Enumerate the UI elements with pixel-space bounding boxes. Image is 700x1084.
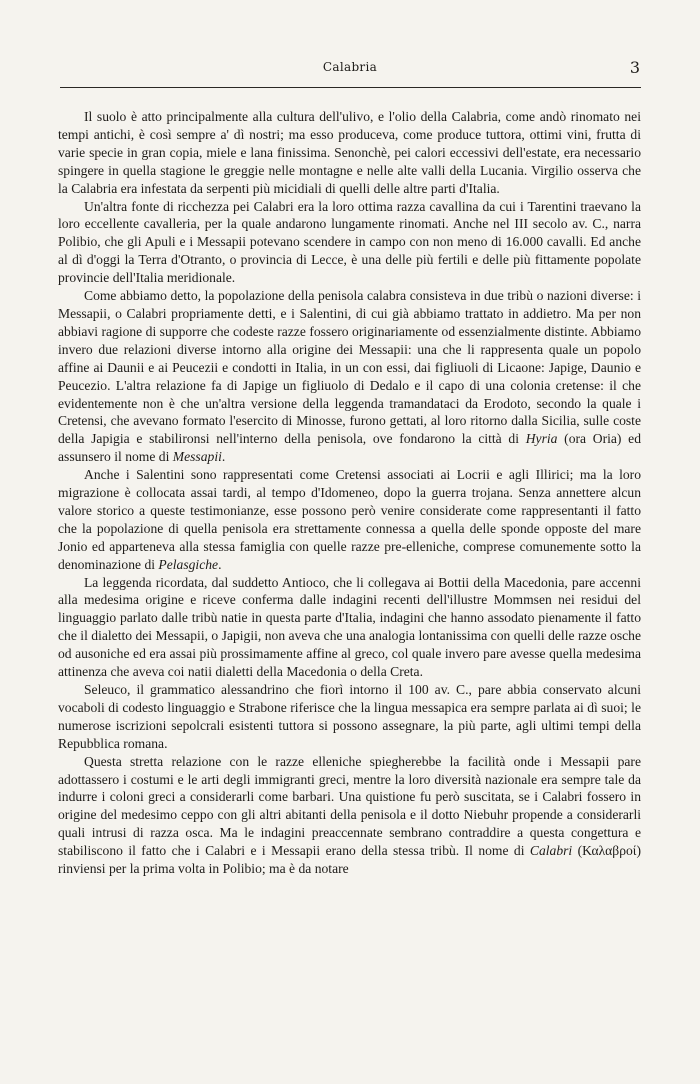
paragraph xyxy=(58,681,641,753)
text-run: Questa stretta relazione con le razze elleniche spiegherebbe la facilità onde i Messapii pare adottassero i costumi e le arti degli immigranti greci, mentre la loro diversità nazionale era sempre tale da indurre i coloni greci a considerarli come barbari. Una quistione fu però suscitata, se i Calabri fossero in origine del medesimo ceppo con gli altri abitanti della penisola e il dotto Niebuhr propende a considerarli quali intrusi di razza osca. Ma le indagini preaccennate sembrano contraddire a questa congettura e stabiliscono il fatto che i Calabri e i Messapii erano della stessa tribù. Il nome di xyxy=(58,753,641,859)
paragraph xyxy=(58,574,641,681)
paragraph xyxy=(58,753,641,878)
text-run: (Καλαβροί) rinviensi per la prima volta in Polibio; ma è da notare xyxy=(58,843,641,877)
italic-text: Calabri xyxy=(529,843,573,859)
text-run: Il suolo è atto principalmente alla cultura dell'ulivo, e l'olio della Calabria, come andò rinomato nei tempi antichi, è così sempre a' dì nostri; ma esso produceva, come produce tuttora, ottimi vini, frutta di varie specie in gran copia, miele e lana finissima. Senonchè, pei calori eccessivi dell'estate, era necessario spingere in quella stagione le greggie nelle montagne e nelle alte valli della Lucania. Virgilio osserva che la Calabria era infestata da serpenti più micidiali di quelli delle altre parti d'Italia. xyxy=(58,109,641,196)
italic-text: Hyria xyxy=(525,431,558,447)
text-run: Seleuco, il grammatico alessandrino che fiorì intorno il 100 av. C., pare abbia conservato alcuni vocaboli di codesto linguaggio e Strabone riferisce che la lingua messapica era sempre parlata ai dì suoi; le numerose iscrizioni sepolcrali esistenti tuttora si possono assegnare, la più parte, agli ultimi tempi della Repubblica romana. xyxy=(58,682,641,751)
text-run: Come abbiamo detto, la popolazione della penisola calabra consisteva in due tribù o nazioni diverse: i Messapii, o Calabri propriamente detti, e i Salentini, di cui già abbiamo trattato in addietro. Ma per non abbiavi ragione di supporre che codeste razze fossero originariamente od essenzialmente distinte. Abbiamo invero due relazioni diverse intorno alla origine dei Messapii: una che li rappresenta quale un popolo affine ai Daunii e ai Peucezii e condotti in Italia, in un con essi, dai figliuoli di Licaone: Japige, Daunio e Peucezio. L'altra relazione fa di Japige un figliuolo di Dedalo e il capo di una colonia cretense: il che evidentemente non è che un'altra versione della leggenda tramandataci da Erodoto, secondo la quale i Cretensi, che avevano formato l'esercito di Minosse, furono gettati, al loro ritorno dalla Sicilia, sulle coste della Japigia e stabilironsi nell'interno della penisola, ove fondarono la città di xyxy=(58,288,641,447)
text-run: Un'altra fonte di ricchezza pei Calabri era la loro ottima razza cavallina da cui i Tarentini traevano la loro eccellente cavalleria, per la quale andarono lungamente rinomati. Anche nel III secolo av. C., narra Polibio, che gli Apuli e i Messapii potevano scendere in campo con non meno di 16.000 cavalli. Ed anche al dì d'oggi la Terra d'Otranto, o provincia di Lecce, è una delle più fertili e delle più fittamente popolate provincie dell'Italia meridionale. xyxy=(58,198,641,286)
text-run: . xyxy=(218,556,222,572)
header-rule xyxy=(60,87,641,88)
text-run: (ora Oria) ed assunsero il nome di xyxy=(58,431,642,465)
text-run: Anche i Salentini sono rappresentati come Cretensi associati ai Locrii e agli Illirici; ma la loro migrazione è collocata assai tardi, al tempo d'Idomeneo, dopo la guerra trojana. Senza annettere alcun valore storico a queste testimonianze, esse possono però venire considerate come rappresentanti il fatto che la popolazione di quella penisola era strettamente connessa a quella delle sponde opposte del mare Jonio ed apparteneva alla stessa famiglia con quelle razze pre-elleniche, comprese comunemente sotto la denominazione di xyxy=(58,467,641,572)
running-title: Calabria xyxy=(322,60,378,74)
italic-text: Pelasgiche xyxy=(158,556,219,572)
paragraph xyxy=(58,198,641,288)
italic-text: Messapii xyxy=(172,449,222,465)
page-number: 3 xyxy=(629,58,640,77)
text-run: La leggenda ricordata, dal suddetto Antioco, che li collegava ai Bottii della Macedonia, pare accenni alla medesima origine e riceve conferma dalle indagini recenti dell'illustre Mommsen nei residui del linguaggio parlato dalle tribù natie in questa parte d'Italia, indagini che hanno assodato pienamente il fatto che il dialetto dei Messapii, o Japigii, non aveva che una analogia lontanissima con quelli delle razze osche od ausoniche ed era assai più prossimamente affine al greco, col quale invero pare avesse quella medesima attinenza che aveva coi natii dialetti della Macedonia o della Creta. xyxy=(58,574,641,680)
paragraph xyxy=(58,287,641,466)
text-run: . xyxy=(221,449,226,465)
paragraph xyxy=(58,108,641,198)
paragraph xyxy=(58,466,641,573)
body-text xyxy=(58,108,641,878)
running-header xyxy=(60,58,640,80)
